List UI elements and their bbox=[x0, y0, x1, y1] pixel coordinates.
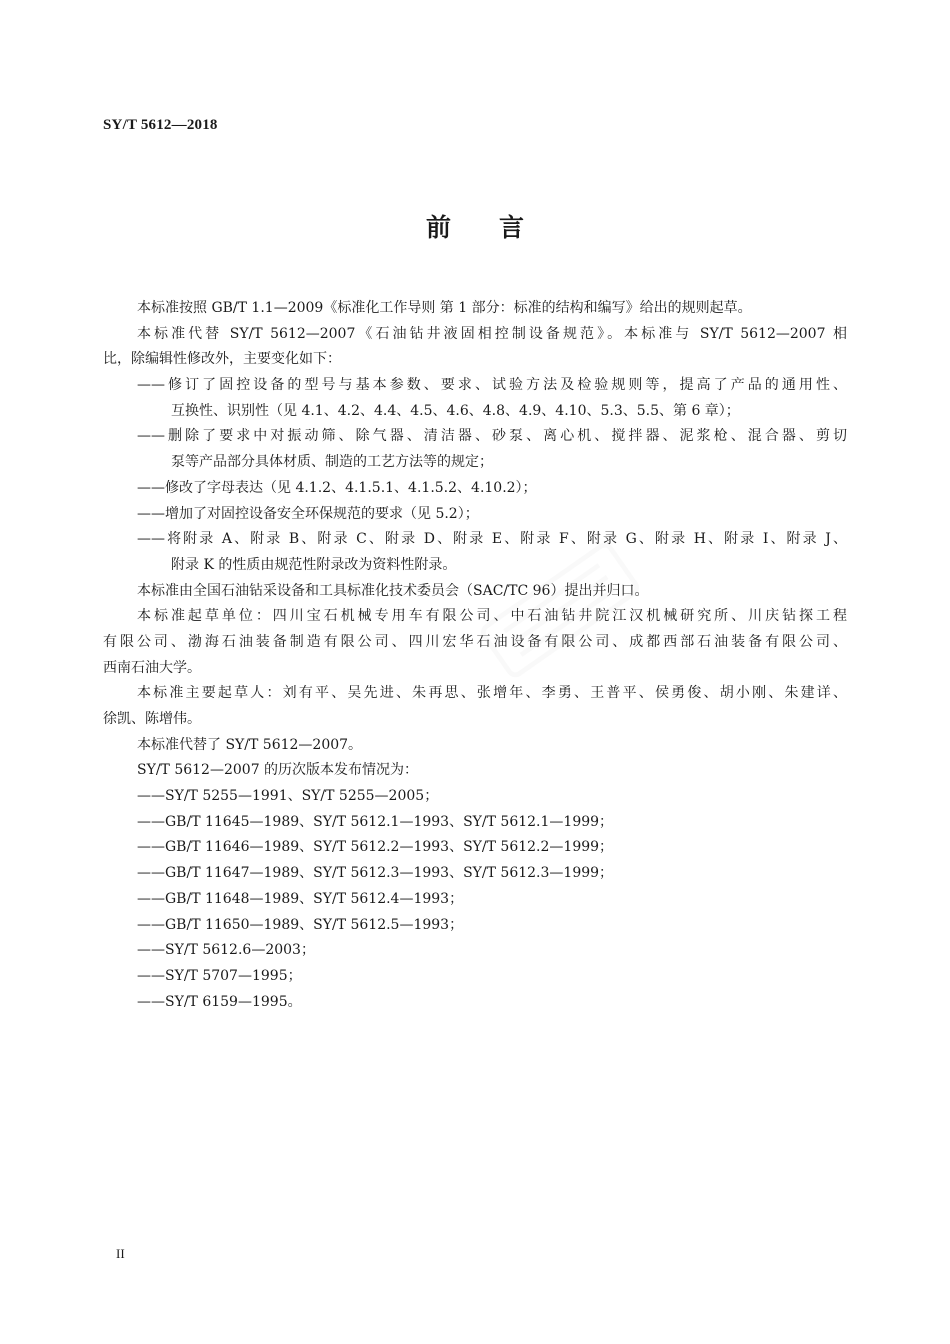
paragraph-drafting-rules: 本标准按照 GB/T 1.1—2009《标准化工作导则 第 1 部分：标准的结构和编写》给出的规则起草。 bbox=[137, 300, 752, 316]
change-item-1-line1: ——修订了固控设备的型号与基本参数、要求、试验方法及检验规则等，提高了产品的通用性、 bbox=[137, 377, 847, 394]
standard-code: SY/T 5612—2018 bbox=[103, 117, 218, 133]
history-item-7: ——SY/T 5612.6—2003； bbox=[137, 942, 315, 959]
paragraph-replaces-line1: 本标准代替 SY/T 5612—2007《石油钻井液固相控制设备规范》。本标准与 SY/T 5612—2007 相 bbox=[137, 325, 847, 342]
paragraph-drafting-units-line2: 有限公司、渤海石油装备制造有限公司、四川宏华石油设备有限公司、成都西部石油装备有限公司、 bbox=[103, 633, 847, 650]
change-item-2-line2: 泵等产品部分具体材质、制造的工艺方法等的规定； bbox=[171, 454, 493, 471]
paragraph-replaces-line2: 比，除编辑性修改外，主要变化如下： bbox=[103, 351, 341, 368]
history-item-5: ——GB/T 11648—1989、SY/T 5612.4—1993； bbox=[137, 890, 464, 907]
change-item-3: ——修改了字母表达（见 4.1.2、4.1.5.1、4.1.5.2、4.10.2）； bbox=[137, 479, 537, 496]
change-item-1-line2: 互换性、识别性（见 4.1、4.2、4.4、4.5、4.6、4.8、4.9、4.10、5.3、5.5、第 6 章）； bbox=[171, 402, 740, 419]
change-item-2-line1: ——删除了要求中对振动筛、除气器、清洁器、砂泵、离心机、搅拌器、泥浆枪、混合器、剪切 bbox=[137, 428, 847, 445]
history-item-6: ——GB/T 11650—1989、SY/T 5612.5—1993； bbox=[137, 916, 464, 933]
page-title bbox=[0, 208, 950, 244]
watermark-seal-icon bbox=[440, 490, 680, 730]
title-char-2: 言 bbox=[499, 213, 525, 242]
change-item-5-line1: ——将附录 A、附录 B、附录 C、附录 D、附录 E、附录 F、附录 G、附录 H、附录 I、附录 J、 bbox=[137, 531, 847, 548]
change-item-5-line2: 附录 K 的性质由规范性附录改为资料性附录。 bbox=[171, 556, 457, 573]
paragraph-drafting-units-line3: 西南石油大学。 bbox=[103, 659, 201, 676]
paragraph-history-intro: SY/T 5612—2007 的历次版本发布情况为： bbox=[137, 762, 419, 779]
paragraph-committee: 本标准由全国石油钻采设备和工具标准化技术委员会（SAC/TC 96）提出并归口。 bbox=[137, 582, 649, 599]
history-item-2: ——GB/T 11645—1989、SY/T 5612.1—1993、SY/T 5612.1—1999； bbox=[137, 813, 614, 830]
history-item-8: ——SY/T 5707—1995； bbox=[137, 967, 302, 984]
paragraph-drafters-line2: 徐凯、陈增伟。 bbox=[103, 711, 201, 727]
paragraph-supersedes: 本标准代替了 SY/T 5612—2007。 bbox=[137, 736, 363, 753]
paragraph-drafters-line1: 本标准主要起草人：刘有平、吴先进、朱再思、张增年、李勇、王普平、侯勇俊、胡小刚、朱建详、 bbox=[137, 685, 847, 702]
paragraph-drafting-units-line1: 本标准起草单位：四川宝石机械专用车有限公司、中石油钻井院江汉机械研究所、川庆钻探工程 bbox=[137, 608, 847, 625]
change-item-4: ——增加了对固控设备安全环保规范的要求（见 5.2）； bbox=[137, 505, 479, 522]
history-item-4: ——GB/T 11647—1989、SY/T 5612.3—1993、SY/T 5612.3—1999； bbox=[137, 865, 614, 882]
history-item-3: ——GB/T 11646—1989、SY/T 5612.2—1993、SY/T 5612.2—1999； bbox=[137, 839, 614, 856]
title-char-1: 前 bbox=[425, 213, 451, 242]
history-item-9: ——SY/T 6159—1995。 bbox=[137, 993, 302, 1010]
history-item-1: ——SY/T 5255—1991、SY/T 5255—2005； bbox=[137, 788, 439, 805]
page-number: II bbox=[116, 1246, 125, 1261]
